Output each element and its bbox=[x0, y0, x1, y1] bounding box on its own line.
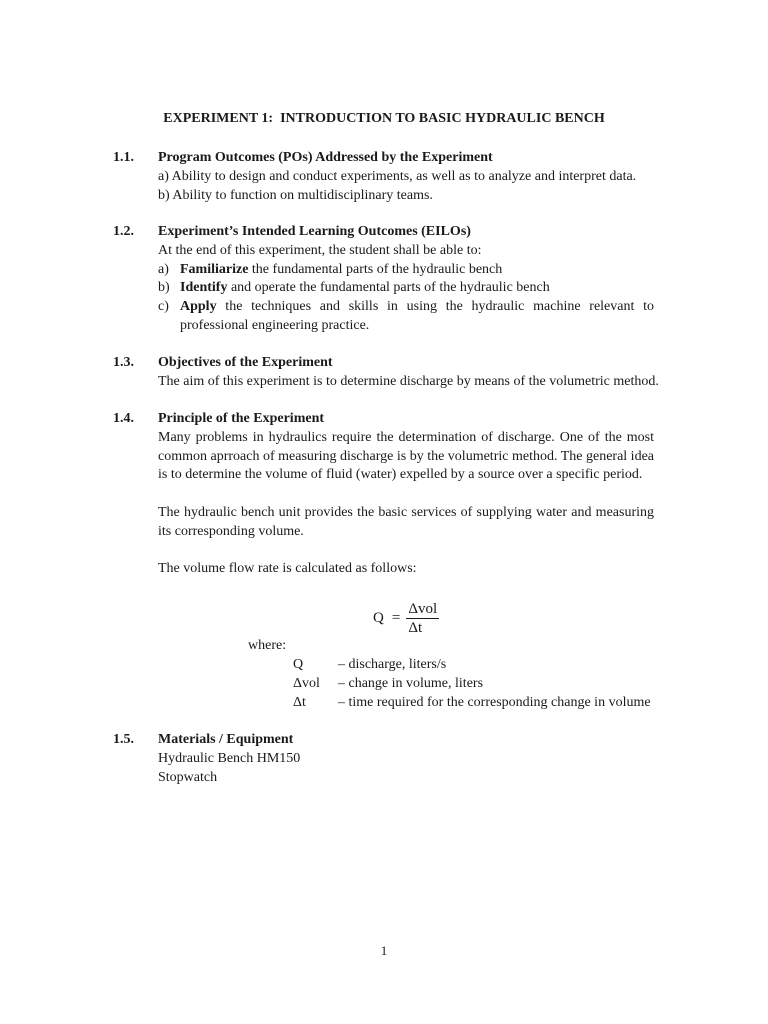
variable-symbol: Δvol bbox=[293, 675, 320, 691]
section-heading: Materials / Equipment bbox=[158, 732, 294, 747]
list-item-text: and operate the fundamental parts of the hydraulic bench bbox=[227, 280, 550, 296]
variable-description: – change in volume, liters bbox=[338, 675, 484, 691]
section-objectives bbox=[113, 354, 658, 392]
list-marker: a) bbox=[158, 261, 169, 277]
list-item-text: the techniques and skills in using the hydraulic machine relevant to professional engineering practice. bbox=[180, 299, 654, 333]
section-number: 1.5. bbox=[113, 732, 134, 747]
list-item-keyword: Apply bbox=[180, 299, 217, 315]
page-number: 1 bbox=[380, 943, 388, 958]
where-label: where: bbox=[248, 638, 287, 653]
list-item: Stopwatch bbox=[158, 769, 218, 785]
document-title: EXPERIMENT 1: INTRODUCTION TO BASIC HYDRAULIC BENCH bbox=[163, 111, 605, 126]
list-marker: b) bbox=[158, 280, 170, 296]
list-item bbox=[158, 261, 654, 280]
variable-symbol: Q bbox=[293, 657, 304, 672]
formula-lhs: Q bbox=[373, 609, 384, 626]
section-principle bbox=[113, 410, 658, 579]
list-item bbox=[158, 279, 654, 298]
section-materials bbox=[113, 731, 658, 787]
formula-equals: = bbox=[391, 609, 401, 626]
formula-denominator: Δt bbox=[408, 619, 423, 636]
section-number: 1.4. bbox=[113, 411, 134, 426]
list-item: Hydraulic Bench HM150 bbox=[158, 750, 301, 766]
section-heading: Program Outcomes (POs) Addressed by the Experiment bbox=[158, 150, 493, 165]
variable-symbol: Δt bbox=[293, 694, 306, 710]
section-text: The aim of this experiment is to determine discharge by means of the volumetric method. bbox=[158, 373, 659, 389]
section-intro: At the end of this experiment, the student shall be able to: bbox=[158, 242, 482, 258]
list-item-keyword: Identify bbox=[180, 280, 228, 296]
section-program-outcomes bbox=[113, 149, 658, 205]
section-learning-outcomes bbox=[113, 223, 658, 336]
section-number: 1.2. bbox=[113, 224, 134, 239]
flow-rate-formula bbox=[373, 598, 439, 638]
paragraph: Many problems in hydraulics require the determination of discharge. One of the most common aprroach of measuring discharge is by the volumetric method. The general idea is to determine the volume of fluid (water) expelled by a source over a specific period. bbox=[158, 429, 654, 483]
list-marker: c) bbox=[158, 299, 169, 315]
paragraph: The hydraulic bench unit provides the basic services of supplying water and measuring its corresponding volume. bbox=[158, 504, 654, 539]
paragraph: The volume flow rate is calculated as follows: bbox=[158, 561, 417, 577]
section-heading: Principle of the Experiment bbox=[158, 411, 325, 426]
formula-fraction bbox=[406, 600, 439, 637]
section-heading: Objectives of the Experiment bbox=[158, 355, 333, 370]
section-number: 1.3. bbox=[113, 355, 134, 370]
section-number: 1.1. bbox=[113, 150, 134, 165]
list-item-keyword: Familiarize bbox=[180, 261, 249, 277]
variable-description: – time required for the corresponding change in volume bbox=[338, 694, 651, 710]
list-item-text: the fundamental parts of the hydraulic bench bbox=[248, 261, 503, 277]
formula-numerator: Δvol bbox=[408, 600, 438, 617]
variable-description: – discharge, liters/s bbox=[338, 657, 447, 672]
section-heading: Experiment’s Intended Learning Outcomes (EILOs) bbox=[158, 224, 471, 239]
list-item bbox=[158, 298, 654, 336]
list-item: a) Ability to design and conduct experiments, as well as to analyze and interpret data. bbox=[158, 168, 637, 184]
list-item: b) Ability to function on multidisciplinary teams. bbox=[158, 187, 433, 203]
